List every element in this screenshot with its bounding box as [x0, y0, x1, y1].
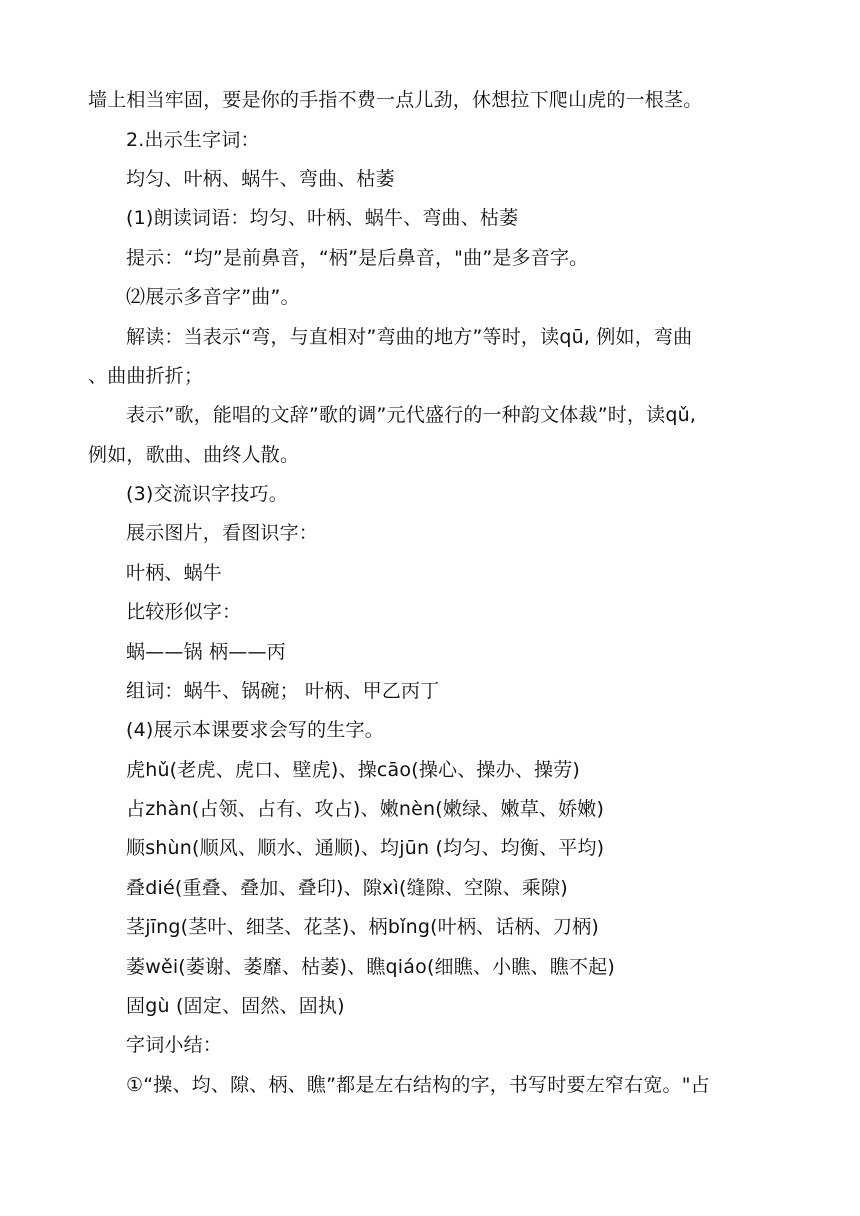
text-line: 固gù (固定、固然、固执)	[126, 995, 345, 1017]
text-line: 、曲曲折折；	[88, 365, 204, 387]
text-line: 表示”歌，能唱的文辞”歌的调”元代盛行的一种韵文体裁”时，读qǔ,	[126, 404, 697, 426]
text-line: 叶柄、蜗牛	[126, 562, 223, 584]
text-line: 顺shùn(顺风、顺水、通顺)、均jūn (均匀、均衡、平均)	[126, 837, 605, 859]
text-line: 例如，歌曲、曲终人散。	[88, 444, 300, 466]
text-line: 字词小结：	[126, 1034, 223, 1056]
text-line: 蜗——锅 柄——丙	[126, 641, 286, 663]
text-line: (1)朗读词语：均匀、叶柄、蜗牛、弯曲、枯萎	[126, 207, 519, 229]
text-line: 解读：当表示“弯，与直相对”弯曲的地方”等时，读qū, 例如，弯曲	[126, 326, 693, 348]
text-line: 组词：蜗牛、锅碗； 叶柄、甲乙丙丁	[126, 680, 440, 702]
text-line: 墙上相当牢固，要是你的手指不费一点儿劲，休想拉下爬山虎的一根茎。	[88, 89, 703, 111]
text-line: 比较形似字：	[126, 601, 242, 623]
text-line: 占zhàn(占领、占有、攻占)、嫩nèn(嫩绿、嫩草、娇嫩)	[126, 798, 605, 820]
text-line: 提示：“均”是前鼻音，“柄”是后鼻音，"曲”是多音字。	[126, 247, 589, 269]
text-line: ①“操、均、隙、柄、瞧”都是左右结构的字，书写时要左窄右宽。"占	[126, 1074, 710, 1096]
text-line: (4)展示本课要求会写的生字。	[126, 719, 384, 741]
text-line: ⑵展示多音字”曲”。	[126, 286, 300, 308]
text-line: (3)交流识字技巧。	[126, 483, 288, 505]
text-line: 2.出示生字词：	[126, 129, 260, 151]
text-line: 茎jīng(茎叶、细茎、花茎)、柄bǐng(叶柄、话柄、刀柄)	[126, 916, 599, 938]
text-line: 虎hǔ(老虎、虎口、壁虎)、操cāo(操心、操办、操劳)	[126, 759, 581, 781]
text-line: 均匀、叶柄、蜗牛、弯曲、枯萎	[126, 168, 395, 190]
text-line: 萎wěi(萎谢、萎靡、枯萎)、瞧qiáo(细瞧、小瞧、瞧不起)	[126, 956, 615, 978]
text-line: 展示图片，看图识字：	[126, 522, 319, 544]
text-line: 叠dié(重叠、叠加、叠印)、隙xì(缝隙、空隙、乘隙)	[126, 877, 568, 899]
